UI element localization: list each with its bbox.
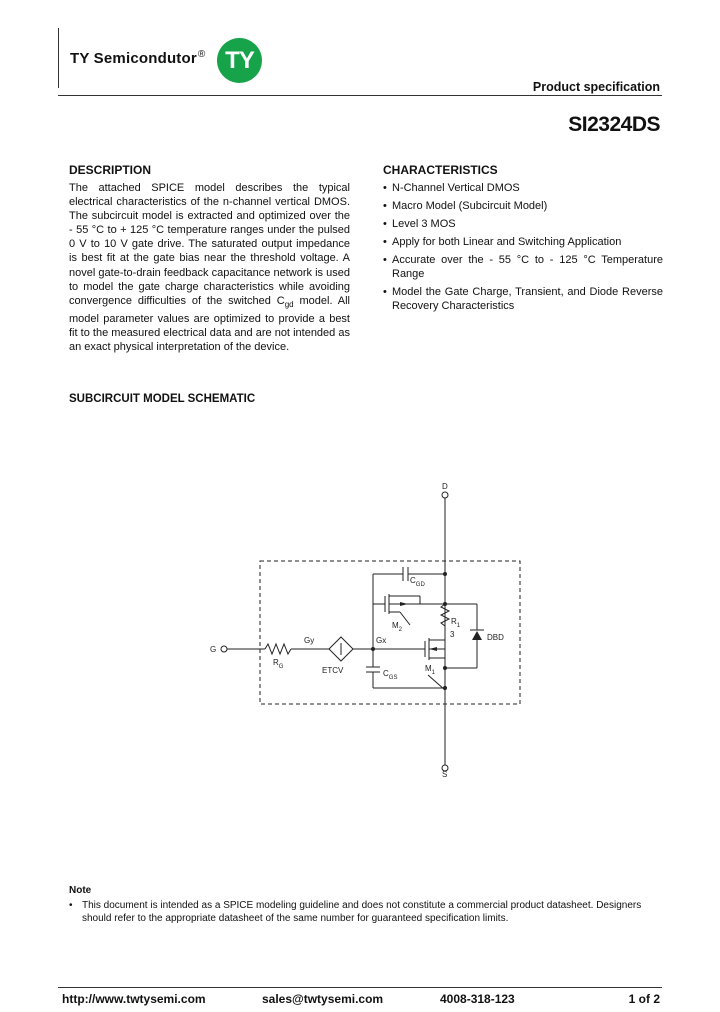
list-item: • Model the Gate Charge, Transient, and Diode Reverse Recovery Characteristics bbox=[383, 285, 663, 313]
junction-dot bbox=[443, 572, 447, 576]
label-cgd-main: C bbox=[410, 576, 416, 585]
company-name-text: TY Semicondutor bbox=[70, 50, 197, 67]
characteristics-heading: CHARACTERISTICS bbox=[383, 163, 498, 177]
junction-dot bbox=[443, 666, 447, 670]
label-rg-main: R bbox=[273, 658, 279, 667]
footer-website-link[interactable]: http://www.twtysemi.com bbox=[62, 992, 206, 1006]
gate-terminal bbox=[221, 646, 227, 652]
registered-mark: ® bbox=[197, 49, 206, 60]
note-text: This document is intended as a SPICE modeling guideline and does not constitute a commercial product datasheet. Designers should refer to the appropriate datasheet of the same number for guaranteed specification limits. bbox=[82, 900, 642, 924]
list-item: • Macro Model (Subcircuit Model) bbox=[383, 199, 663, 213]
footer-rule bbox=[58, 987, 662, 988]
label-gy: Gy bbox=[304, 636, 315, 645]
label-cgs-sub: GS bbox=[388, 675, 398, 681]
label-rg-sub: G bbox=[278, 664, 284, 670]
label-r1-sub: 1 bbox=[456, 623, 461, 629]
list-item: • Level 3 MOS bbox=[383, 217, 663, 231]
junction-dot bbox=[443, 686, 447, 690]
description-text-part1: The attached SPICE model describes the typical electrical characteristics of the n-channel vertical DMOS. The subcircuit model is extracted and optimized over the - 55 °C to + 125 °C temperature ranges under the pulsed 0 V to 10 V gate drive. The saturated output impedance is best fit at the gate bias near the threshold voltage. A novel gate-to-drain feedback capacitance network is used to model the gate charge characteristics while avoiding convergence difficulties of the switched C bbox=[69, 182, 350, 307]
note-heading: Note bbox=[69, 885, 92, 896]
label-m1 bbox=[425, 664, 436, 676]
footer-email-link[interactable]: sales@twtysemi.com bbox=[262, 992, 384, 1006]
junction-dot bbox=[371, 647, 375, 651]
schematic-heading: SUBCIRCUIT MODEL SCHEMATIC bbox=[69, 393, 256, 405]
footer-phone: 4008-318-123 bbox=[440, 992, 515, 1006]
dbd-diode-triangle bbox=[472, 631, 482, 640]
footer-page-number: 1 of 2 bbox=[628, 992, 660, 1006]
label-d: D bbox=[442, 482, 448, 491]
label-rg bbox=[273, 658, 284, 670]
list-item: • Accurate over the - 55 °C to - 125 °C Temperature Range bbox=[383, 253, 663, 281]
m2-arrow bbox=[400, 602, 408, 606]
description-heading: DESCRIPTION bbox=[69, 163, 152, 177]
label-r1 bbox=[451, 617, 461, 629]
label-cgd bbox=[410, 576, 425, 588]
company-logo: TY bbox=[217, 38, 262, 83]
subcircuit-boundary bbox=[260, 561, 520, 704]
label-m2 bbox=[392, 621, 403, 633]
m2-source-wire bbox=[400, 612, 410, 625]
label-node-3: 3 bbox=[450, 630, 455, 639]
label-m2-main: M bbox=[392, 621, 399, 630]
label-dbd: DBD bbox=[487, 633, 504, 642]
note-bullet: • bbox=[69, 900, 73, 911]
rg-resistor bbox=[265, 644, 291, 654]
label-etcv: ETCV bbox=[322, 666, 344, 675]
label-m1-main: M bbox=[425, 664, 432, 673]
m1-arrow bbox=[429, 647, 437, 651]
label-cgs bbox=[383, 669, 397, 681]
label-m1-sub: 1 bbox=[431, 670, 436, 676]
product-specification-label: Product specification bbox=[532, 80, 660, 94]
label-m2-sub: 2 bbox=[398, 627, 403, 633]
description-text-part2: model. All model parameter values are optimized to provide a best fit to the measured electrical data and are not intended as an exact physical interpretation of the device. bbox=[69, 294, 351, 354]
label-r1-main: R bbox=[451, 617, 457, 626]
list-item: • Apply for both Linear and Switching Application bbox=[383, 235, 663, 249]
note-body bbox=[69, 899, 663, 925]
drain-terminal bbox=[442, 492, 448, 498]
label-cgs-main: C bbox=[383, 669, 389, 678]
label-s: S bbox=[442, 770, 448, 779]
list-item: • N-Channel Vertical DMOS bbox=[383, 181, 663, 195]
label-cgd-sub: GD bbox=[415, 582, 425, 588]
label-g: G bbox=[210, 645, 217, 654]
description-subscript: gd bbox=[284, 299, 294, 309]
label-gx: Gx bbox=[376, 636, 387, 645]
junction-dot bbox=[443, 602, 447, 606]
part-number: SI2324DS bbox=[568, 113, 660, 136]
